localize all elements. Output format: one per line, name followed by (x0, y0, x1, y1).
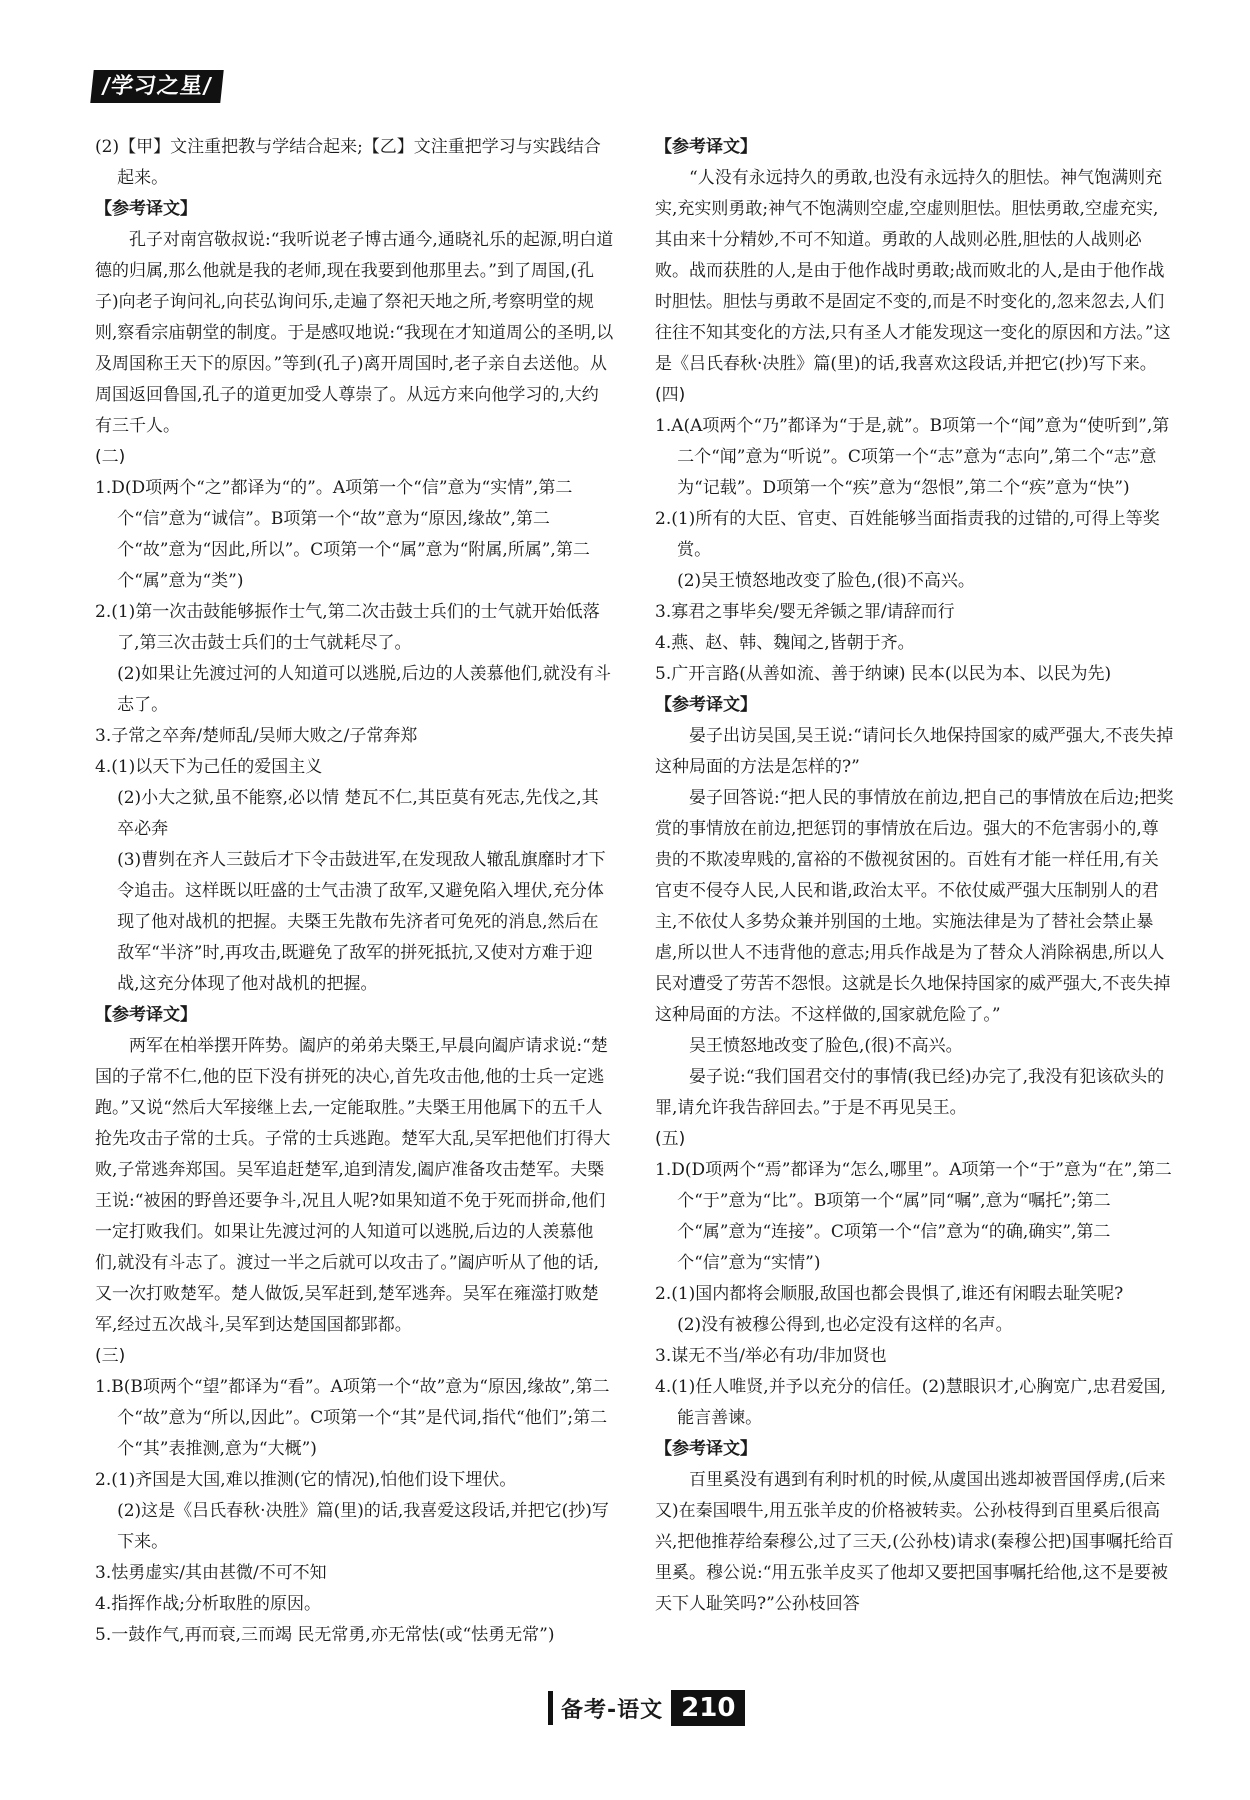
answer-item: 4.指挥作战;分析取胜的原因。 (95, 1594, 321, 1614)
answer-subitem: (2)这是《吕氏春秋·决胜》篇(里)的话,我喜爱这段话,并把它(抄)写下来。 (117, 1501, 609, 1552)
section-heading: 【参考译文】 (655, 1439, 757, 1459)
section-number: (四) (655, 385, 686, 405)
translation-paragraph: 晏子说:“我们国君交付的事情(我已经)办完了,我没有犯该砍头的罪,请允许我告辞回去。”于是不再见吴王。 (655, 1067, 1165, 1118)
answer-item: 2.(1)齐国是大国,难以推测(它的情况),怕他们设下埋伏。 (95, 1470, 517, 1490)
section-heading: 【参考译文】 (95, 199, 197, 219)
answer-item: (2)【甲】文注重把教与学结合起来;【乙】文注重把学习与实践结合起来。 (95, 137, 601, 188)
section-heading: 【参考译文】 (655, 137, 757, 157)
section-number: (五) (655, 1129, 686, 1149)
translation-paragraph: 晏子出访吴国,吴王说:“请问长久地保持国家的威严强大,不丧失掉这种局面的方法是怎样的?” (655, 726, 1174, 777)
answer-item: 1.D(D项两个“之”都译为“的”。A项第一个“信”意为“实情”,第二个“信”意为“诚信”。B项第一个“故”意为“原因,缘故”,第二个“故”意为“因此,所以”。C项第一个“属”意为“附属,所属”,第二个“属”意为“类”) (95, 478, 590, 591)
translation-paragraph: 晏子回答说:“把人民的事情放在前边,把自己的事情放在后边;把奖赏的事情放在前边,把惩罚的事情放在后边。强大的不危害弱小的,尊贵的不欺凌卑贱的,富裕的不傲视贫困的。百姓有才能一样任用,有关官吏不侵夺人民,人民和谐,政治太平。不依仗威严强大压制别人的君主,不依仗人多势众兼并别国的土地。实施法律是为了替社会禁止暴虐,所以世人不违背他的意志;用兵作战是为了替众人消除祸患,所以人民对遭受了劳苦不怨恨。这就是长久地保持国家的威严强大,不丧失掉这种局面的方法。不这样做的,国家就危险了。” (655, 788, 1174, 1025)
answer-item: 4.(1)任人唯贤,并予以充分的信任。(2)慧眼识才,心胸宽广,忠君爱国,能言善谏。 (655, 1377, 1166, 1428)
answer-subitem: (2)小大之狱,虽不能察,必以情 楚瓦不仁,其臣莫有死志,先伐之,其卒必奔 (117, 788, 599, 839)
footer-subject: 备考-语文 (561, 1697, 664, 1723)
answer-subitem: (3)曹刿在齐人三鼓后才下令击鼓进军,在发现敌人辙乱旗靡时才下令追击。这样既以旺盛的士气击溃了敌军,又避免陷入埋伏,充分体现了他对战机的把握。夫槩王先散布先济者可免死的消息,然后在敌军“半济”时,再攻击,既避免了敌军的拼死抵抗,又使对方难于迎战,这充分体现了他对战机的把握。 (117, 850, 606, 994)
page-number: 210 (671, 1690, 745, 1726)
answer-item: 4.(1)以天下为己任的爱国主义 (95, 757, 323, 777)
answer-item: 1.A(A项两个“乃”都译为“于是,就”。B项第一个“闻”意为“使听到”,第二个“闻”意为“听说”。C项第一个“志”意为“志向”,第二个“志”意为“记载”。D项第一个“疾”意为“怨恨”,第二个“疾”意为“快”) (655, 416, 1170, 498)
page-footer (548, 1690, 745, 1726)
section-heading: 【参考译文】 (655, 695, 757, 715)
answer-item: 3.寡君之事毕矣/婴无斧锧之罪/请辞而行 (655, 602, 955, 622)
answer-item: 5.广开言路(从善如流、善于纳谏) 民本(以民为本、以民为先) (655, 664, 1112, 684)
translation-paragraph: 百里奚没有遇到有利时机的时候,从虞国出逃却被晋国俘虏,(后来又)在秦国喂牛,用五张羊皮的价格被转卖。公孙枝得到百里奚后很高兴,把他推荐给秦穆公,过了三天,(公孙枝)请求(秦穆公把)国事嘱托给百里奚。穆公说:“用五张羊皮买了他却又要把国事嘱托给他,这不是要被天下人耻笑吗?”公孙枝回答 (655, 1470, 1174, 1614)
section-number: (三) (95, 1346, 126, 1366)
footer-divider (548, 1691, 553, 1725)
right-column (655, 132, 1175, 1620)
answer-item: 1.B(B项两个“望”都译为“看”。A项第一个“故”意为“原因,缘故”,第二个“故”意为“所以,因此”。C项第一个“其”是代词,指代“他们”;第二个“其”表推测,意为“大概”) (95, 1377, 610, 1459)
answer-item: 5.一鼓作气,再而衰,三而竭 民无常勇,亦无常怯(或“怯勇无常”) (95, 1625, 555, 1645)
answer-item: 2.(1)所有的大臣、官吏、百姓能够当面指责我的过错的,可得上等奖赏。 (655, 509, 1160, 560)
answer-subitem: (2)没有被穆公得到,也必定没有这样的名声。 (677, 1315, 1013, 1335)
answer-item: 1.D(D项两个“焉”都译为“怎么,哪里”。A项第一个“于”意为“在”,第二个“于”意为“比”。B项第一个“属”同“嘱”,意为“嘱托”;第二个“属”意为“连接”。C项第一个“信”意为“的确,确实”,第二个“信”意为“实情”) (655, 1160, 1172, 1273)
brand-logo: /学习之星/ (90, 70, 224, 103)
answer-subitem: (2)吴王愤怒地改变了脸色,(很)不高兴。 (677, 571, 975, 591)
section-heading: 【参考译文】 (95, 1005, 197, 1025)
translation-paragraph: 吴王愤怒地改变了脸色,(很)不高兴。 (689, 1036, 963, 1056)
translation-paragraph: 孔子对南宫敬叔说:“我听说老子博古通今,通晓礼乐的起源,明白道德的归属,那么他就是我的老师,现在我要到他那里去。”到了周国,(孔子)向老子询问礼,向苌弘询问乐,走遍了祭祀天地之所,考察明堂的规则,察看宗庙朝堂的制度。于是感叹地说:“我现在才知道周公的圣明,以及周国称王天下的原因。”等到(孔子)离开周国时,老子亲自去送他。从周国返回鲁国,孔子的道更加受人尊崇了。从远方来向他学习的,大约有三千人。 (95, 230, 614, 436)
answer-item: 4.燕、赵、韩、魏闻之,皆朝于齐。 (655, 633, 915, 653)
left-column (95, 132, 615, 1651)
translation-paragraph: 两军在柏举摆开阵势。阖庐的弟弟夫槩王,早晨向阖庐请求说:“楚国的子常不仁,他的臣下没有拼死的决心,首先攻击他,他的士兵一定逃跑。”又说“然后大军接继上去,一定能取胜。”夫槩王用他属下的五千人抢先攻击子常的士兵。子常的士兵逃跑。楚军大乱,吴军把他们打得大败,子常逃奔郑国。吴军追赶楚军,追到清发,阖庐准备攻击楚军。夫槩王说:“被困的野兽还要争斗,况且人呢?如果知道不免于死而拼命,他们一定打败我们。如果让先渡过河的人知道可以逃脱,后边的人羡慕他们,就没有斗志了。渡过一半之后就可以攻击了。”阖庐听从了他的话,又一次打败楚军。楚人做饭,吴军赶到,楚军逃奔。吴军在雍澨打败楚军,经过五次战斗,吴军到达楚国国都郢都。 (95, 1036, 611, 1335)
answer-item: 3.怯勇虚实/其由甚微/不可不知 (95, 1563, 327, 1583)
answer-item: 3.谋无不当/举必有功/非加贤也 (655, 1346, 887, 1366)
section-number: (二) (95, 447, 126, 467)
answer-item: 2.(1)国内都将会顺服,敌国也都会畏惧了,谁还有闲暇去耻笑呢? (655, 1284, 1124, 1304)
answer-item: 3.子常之卒奔/楚师乱/吴师大败之/子常奔郑 (95, 726, 418, 746)
answer-item: 2.(1)第一次击鼓能够振作士气,第二次击鼓士兵们的士气就开始低落了,第三次击鼓士兵们的士气就耗尽了。 (95, 602, 600, 653)
translation-paragraph: “人没有永远持久的勇敢,也没有永远持久的胆怯。神气饱满则充实,充实则勇敢;神气不饱满则空虚,空虚则胆怯。胆怯勇敢,空虚充实,其由来十分精妙,不可不知道。勇敢的人战则必胜,胆怯的人战则必败。战而获胜的人,是由于他作战时勇敢;战而败北的人,是由于他作战时胆怯。胆怯与勇敢不是固定不变的,而是不时变化的,忽来忽去,人们往往不知其变化的方法,只有圣人才能发现这一变化的原因和方法。”这是《吕氏春秋·决胜》篇(里)的话,我喜欢这段话,并把它(抄)写下来。 (655, 168, 1171, 374)
answer-subitem: (2)如果让先渡过河的人知道可以逃脱,后边的人羡慕他们,就没有斗志了。 (117, 664, 611, 715)
